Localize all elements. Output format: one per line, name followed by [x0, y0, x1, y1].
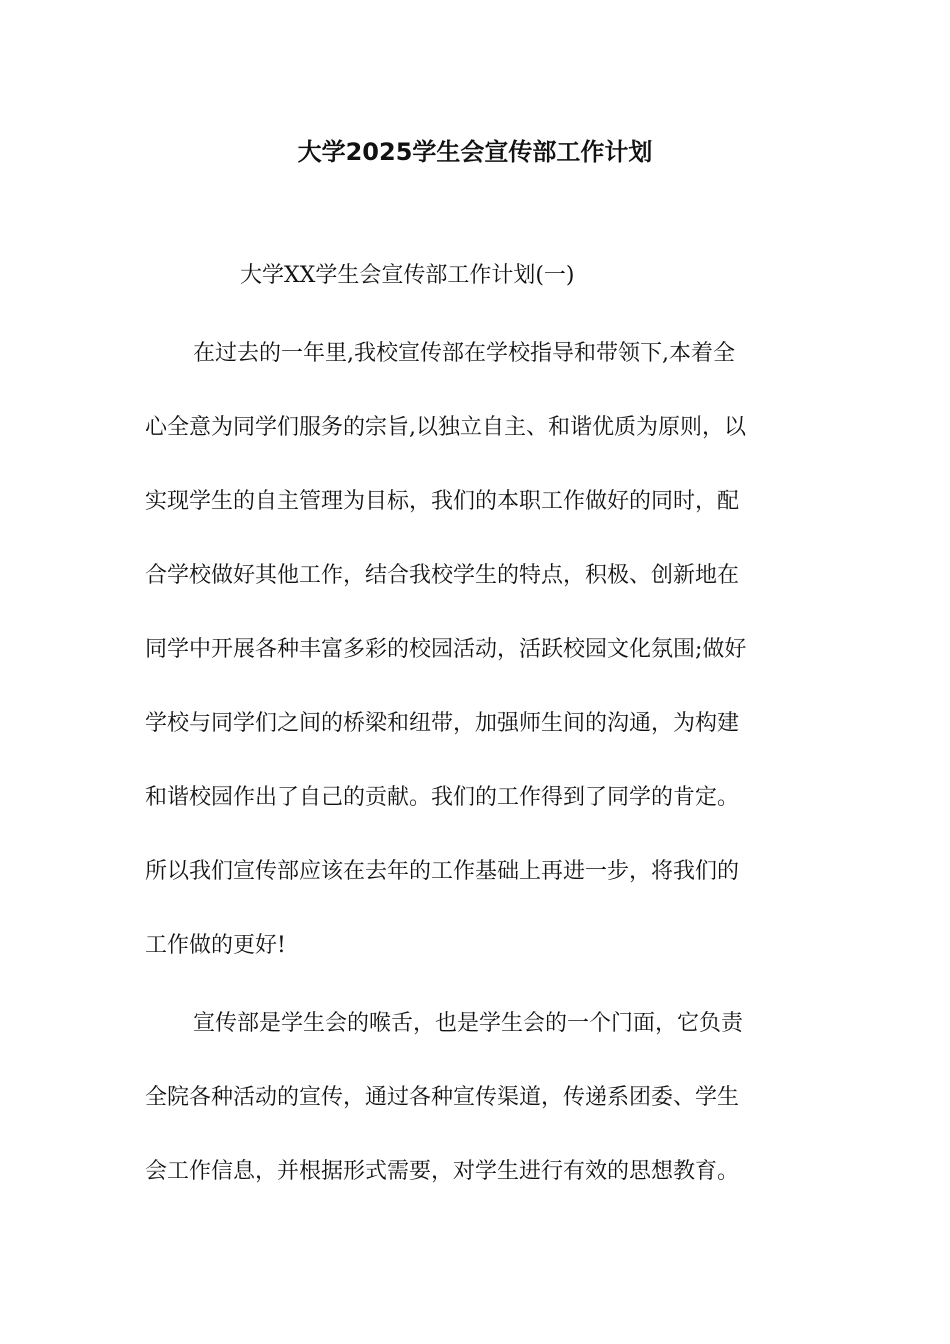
paragraph-line: 工作做的更好!	[145, 933, 286, 958]
section-subtitle: 大学XX学生会宣传部工作计划(一)	[240, 263, 575, 288]
paragraph-line: 会工作信息，并根据形式需要，对学生进行有效的思想教育。	[145, 1159, 740, 1184]
paragraph-line: 合学校做好其他工作，结合我校学生的特点，积极、创新地在	[145, 563, 740, 588]
paragraph-line: 和谐校园作出了自己的贡献。我们的工作得到了同学的肯定。	[145, 785, 740, 810]
paragraph-line: 全院各种活动的宣传，通过各种宣传渠道，传递系团委、学生	[145, 1085, 740, 1110]
paragraph-line: 宣传部是学生会的喉舌，也是学生会的一个门面，它负责	[193, 1011, 744, 1036]
paragraph-line: 心全意为同学们服务的宗旨,以独立自主、和谐优质为原则，以	[145, 415, 746, 440]
paragraph-line: 实现学生的自主管理为目标，我们的本职工作做好的同时，配	[145, 489, 740, 514]
paragraph-line: 所以我们宣传部应该在去年的工作基础上再进一步，将我们的	[145, 859, 740, 884]
document-title: 大学2025学生会宣传部工作计划	[297, 138, 653, 166]
paragraph-line: 学校与同学们之间的桥梁和纽带，加强师生间的沟通，为构建	[145, 711, 740, 736]
paragraph-line: 在过去的一年里,我校宣传部在学校指导和带领下,本着全	[193, 341, 735, 366]
paragraph-line: 同学中开展各种丰富多彩的校园活动，活跃校园文化氛围;做好	[145, 637, 747, 662]
